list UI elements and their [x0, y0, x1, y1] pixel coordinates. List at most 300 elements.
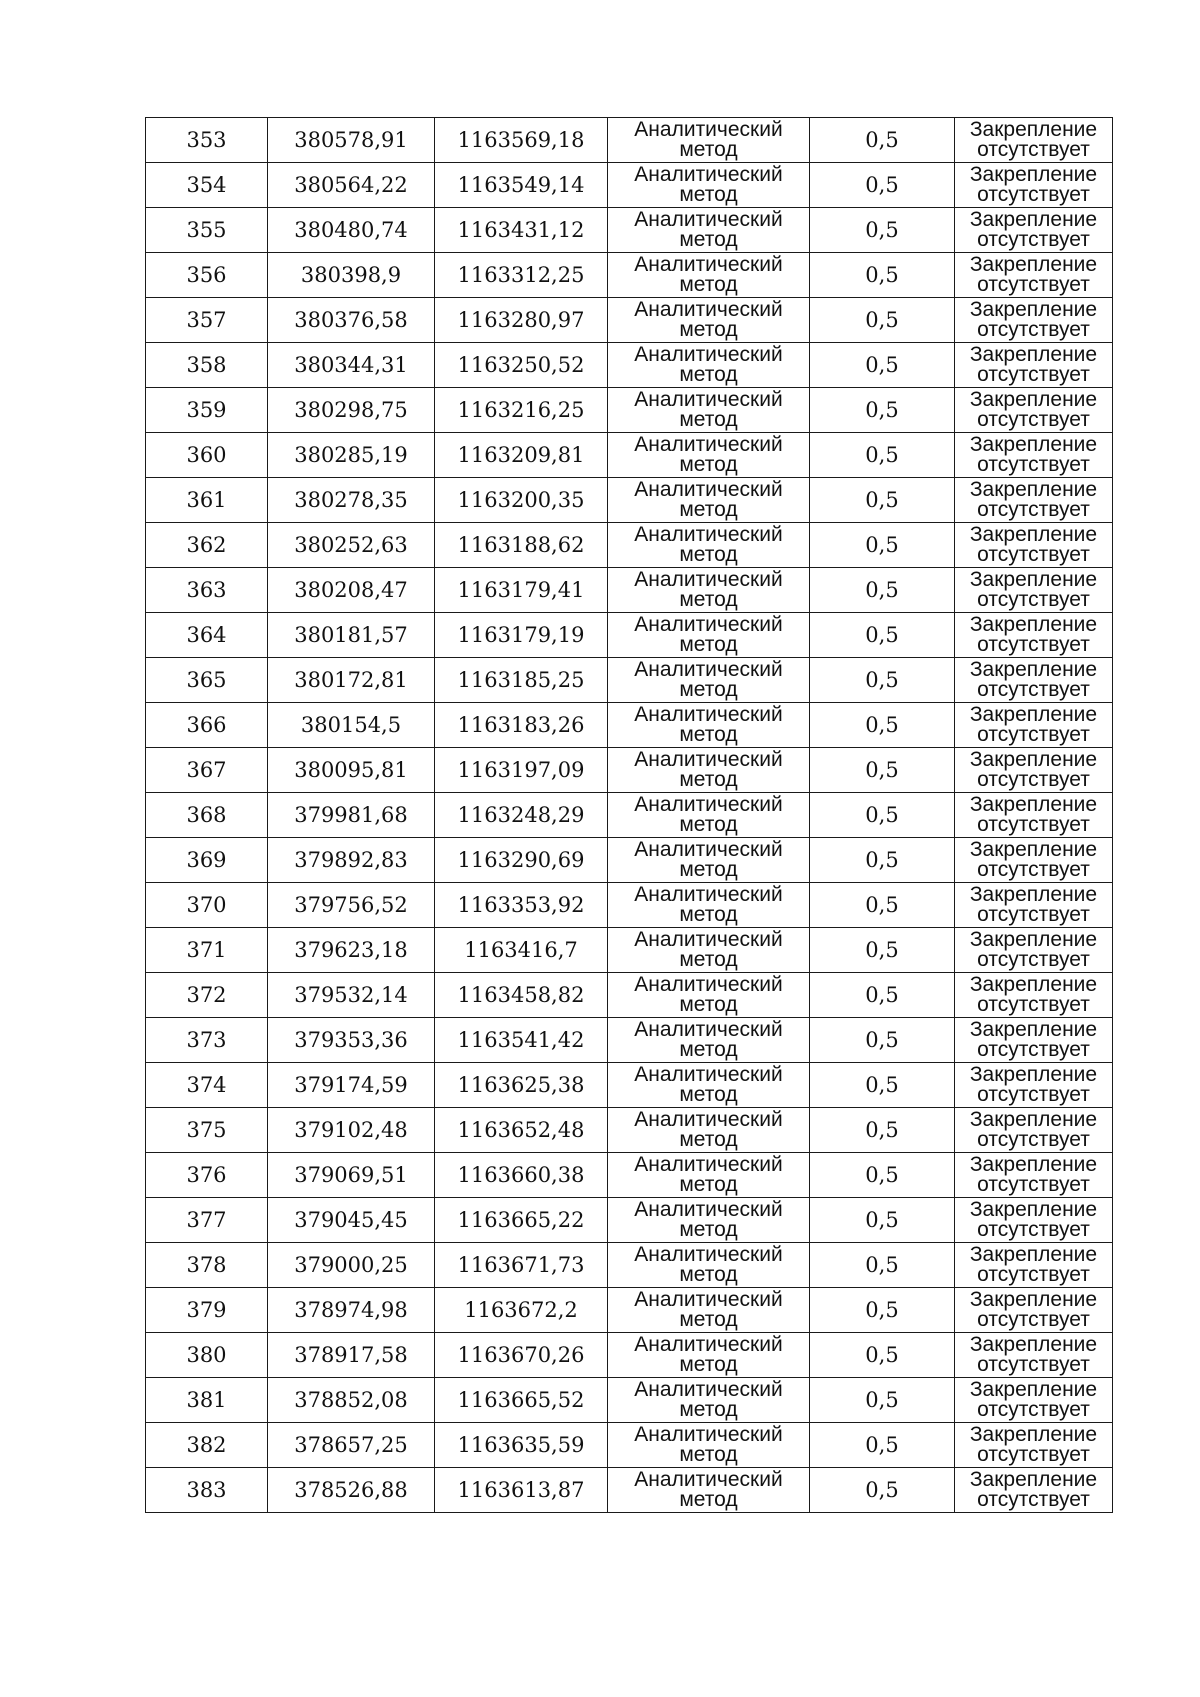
- point-number-cell: 369: [146, 838, 268, 883]
- x-coordinate-cell: 379000,25: [268, 1243, 435, 1288]
- method-cell-line2: метод: [679, 1353, 738, 1376]
- accuracy-cell: 0,5: [810, 433, 955, 478]
- method-cell-line2: метод: [679, 318, 738, 341]
- fixing-cell-line1: Закрепление: [969, 1198, 1098, 1221]
- y-coordinate-cell: 1163290,69: [435, 838, 608, 883]
- point-number-cell: 362: [146, 523, 268, 568]
- table-row: [146, 163, 1113, 208]
- accuracy-cell: 0,5: [810, 1378, 955, 1423]
- x-coordinate-cell: 380252,63: [268, 523, 435, 568]
- method-cell-line1: Аналитический: [634, 433, 783, 456]
- point-number-cell: 361: [146, 478, 268, 523]
- method-cell-line1: Аналитический: [634, 523, 783, 546]
- method-cell: [608, 1378, 810, 1423]
- method-cell-line1: Аналитический: [634, 208, 783, 231]
- fixing-cell-line1: Закрепление: [969, 1333, 1098, 1356]
- fixing-cell-line2: отсутствует: [977, 1173, 1090, 1196]
- accuracy-cell: 0,5: [810, 1153, 955, 1198]
- fixing-cell: [955, 388, 1113, 433]
- method-cell-line1: Аналитический: [634, 1198, 783, 1221]
- fixing-cell-line2: отсутствует: [977, 1308, 1090, 1331]
- y-coordinate-cell: 1163613,87: [435, 1468, 608, 1513]
- method-cell: [608, 1243, 810, 1288]
- method-cell: [608, 343, 810, 388]
- table-row: [146, 568, 1113, 613]
- method-cell: [608, 568, 810, 613]
- fixing-cell-line2: отсутствует: [977, 408, 1090, 431]
- x-coordinate-cell: 379069,51: [268, 1153, 435, 1198]
- point-number-cell: 382: [146, 1423, 268, 1468]
- method-cell-line1: Аналитический: [634, 478, 783, 501]
- fixing-cell: [955, 1108, 1113, 1153]
- accuracy-cell: 0,5: [810, 793, 955, 838]
- table-row: [146, 1018, 1113, 1063]
- method-cell-line2: метод: [679, 498, 738, 521]
- table-row: [146, 1423, 1113, 1468]
- fixing-cell-line1: Закрепление: [969, 523, 1098, 546]
- accuracy-cell: 0,5: [810, 478, 955, 523]
- fixing-cell: [955, 523, 1113, 568]
- y-coordinate-cell: 1163458,82: [435, 973, 608, 1018]
- x-coordinate-cell: 379892,83: [268, 838, 435, 883]
- method-cell-line1: Аналитический: [634, 658, 783, 681]
- method-cell: [608, 1423, 810, 1468]
- table-row: [146, 928, 1113, 973]
- fixing-cell-line1: Закрепление: [969, 478, 1098, 501]
- point-number-cell: 353: [146, 118, 268, 163]
- fixing-cell: [955, 613, 1113, 658]
- method-cell-line1: Аналитический: [634, 793, 783, 816]
- table-row: [146, 703, 1113, 748]
- fixing-cell: [955, 1378, 1113, 1423]
- fixing-cell: [955, 658, 1113, 703]
- method-cell-line2: метод: [679, 138, 738, 161]
- point-number-cell: 378: [146, 1243, 268, 1288]
- table-row: [146, 1378, 1113, 1423]
- accuracy-cell: 0,5: [810, 1333, 955, 1378]
- method-cell: [608, 928, 810, 973]
- y-coordinate-cell: 1163660,38: [435, 1153, 608, 1198]
- method-cell: [608, 478, 810, 523]
- accuracy-cell: 0,5: [810, 253, 955, 298]
- table-row: [146, 208, 1113, 253]
- fixing-cell-line1: Закрепление: [969, 973, 1098, 996]
- fixing-cell-line2: отсутствует: [977, 543, 1090, 566]
- x-coordinate-cell: 380298,75: [268, 388, 435, 433]
- fixing-cell: [955, 838, 1113, 883]
- fixing-cell-line2: отсутствует: [977, 1128, 1090, 1151]
- fixing-cell: [955, 928, 1113, 973]
- fixing-cell-line2: отсутствует: [977, 1443, 1090, 1466]
- fixing-cell-line1: Закрепление: [969, 838, 1098, 861]
- method-cell-line1: Аналитический: [634, 1288, 783, 1311]
- fixing-cell-line1: Закрепление: [969, 793, 1098, 816]
- fixing-cell-line1: Закрепление: [969, 703, 1098, 726]
- y-coordinate-cell: 1163280,97: [435, 298, 608, 343]
- table-row: [146, 118, 1113, 163]
- fixing-cell: [955, 118, 1113, 163]
- method-cell-line2: метод: [679, 633, 738, 656]
- x-coordinate-cell: 380278,35: [268, 478, 435, 523]
- table-row: [146, 523, 1113, 568]
- fixing-cell-line2: отсутствует: [977, 1083, 1090, 1106]
- method-cell-line1: Аналитический: [634, 163, 783, 186]
- y-coordinate-cell: 1163353,92: [435, 883, 608, 928]
- x-coordinate-cell: 380398,9: [268, 253, 435, 298]
- fixing-cell-line2: отсутствует: [977, 678, 1090, 701]
- table-row: [146, 1063, 1113, 1108]
- y-coordinate-cell: 1163431,12: [435, 208, 608, 253]
- x-coordinate-cell: 380344,31: [268, 343, 435, 388]
- accuracy-cell: 0,5: [810, 1198, 955, 1243]
- method-cell: [608, 163, 810, 208]
- accuracy-cell: 0,5: [810, 1063, 955, 1108]
- table-row: [146, 253, 1113, 298]
- method-cell-line1: Аналитический: [634, 1423, 783, 1446]
- fixing-cell-line2: отсутствует: [977, 1488, 1090, 1511]
- method-cell: [608, 1063, 810, 1108]
- method-cell-line2: метод: [679, 453, 738, 476]
- method-cell-line1: Аналитический: [634, 1468, 783, 1491]
- accuracy-cell: 0,5: [810, 973, 955, 1018]
- point-number-cell: 373: [146, 1018, 268, 1063]
- fixing-cell-line1: Закрепление: [969, 568, 1098, 591]
- point-number-cell: 364: [146, 613, 268, 658]
- table-row: [146, 838, 1113, 883]
- fixing-cell-line2: отсутствует: [977, 1038, 1090, 1061]
- method-cell-line2: метод: [679, 1263, 738, 1286]
- x-coordinate-cell: 378974,98: [268, 1288, 435, 1333]
- x-coordinate-cell: 379174,59: [268, 1063, 435, 1108]
- point-number-cell: 359: [146, 388, 268, 433]
- accuracy-cell: 0,5: [810, 1108, 955, 1153]
- accuracy-cell: 0,5: [810, 613, 955, 658]
- fixing-cell-line1: Закрепление: [969, 208, 1098, 231]
- accuracy-cell: 0,5: [810, 658, 955, 703]
- y-coordinate-cell: 1163248,29: [435, 793, 608, 838]
- method-cell: [608, 523, 810, 568]
- accuracy-cell: 0,5: [810, 703, 955, 748]
- method-cell-line2: метод: [679, 1443, 738, 1466]
- point-number-cell: 374: [146, 1063, 268, 1108]
- method-cell-line1: Аналитический: [634, 388, 783, 411]
- fixing-cell-line1: Закрепление: [969, 298, 1098, 321]
- method-cell-line2: метод: [679, 903, 738, 926]
- method-cell: [608, 613, 810, 658]
- accuracy-cell: 0,5: [810, 523, 955, 568]
- y-coordinate-cell: 1163250,52: [435, 343, 608, 388]
- x-coordinate-cell: 378852,08: [268, 1378, 435, 1423]
- table-row: [146, 1333, 1113, 1378]
- method-cell-line1: Аналитический: [634, 1063, 783, 1086]
- fixing-cell-line2: отсутствует: [977, 813, 1090, 836]
- accuracy-cell: 0,5: [810, 343, 955, 388]
- accuracy-cell: 0,5: [810, 1288, 955, 1333]
- point-number-cell: 372: [146, 973, 268, 1018]
- x-coordinate-cell: 379623,18: [268, 928, 435, 973]
- fixing-cell-line2: отсутствует: [977, 498, 1090, 521]
- fixing-cell-line2: отсутствует: [977, 453, 1090, 476]
- x-coordinate-cell: 380376,58: [268, 298, 435, 343]
- method-cell: [608, 208, 810, 253]
- fixing-cell-line1: Закрепление: [969, 1243, 1098, 1266]
- fixing-cell: [955, 883, 1113, 928]
- method-cell: [608, 298, 810, 343]
- accuracy-cell: 0,5: [810, 1423, 955, 1468]
- fixing-cell-line2: отсутствует: [977, 723, 1090, 746]
- point-number-cell: 358: [146, 343, 268, 388]
- method-cell-line2: метод: [679, 363, 738, 386]
- x-coordinate-cell: 379045,45: [268, 1198, 435, 1243]
- point-number-cell: 366: [146, 703, 268, 748]
- method-cell-line1: Аналитический: [634, 703, 783, 726]
- method-cell-line2: метод: [679, 408, 738, 431]
- table-row: [146, 1108, 1113, 1153]
- point-number-cell: 357: [146, 298, 268, 343]
- table-row: [146, 613, 1113, 658]
- y-coordinate-cell: 1163541,42: [435, 1018, 608, 1063]
- x-coordinate-cell: 380564,22: [268, 163, 435, 208]
- fixing-cell: [955, 703, 1113, 748]
- point-number-cell: 376: [146, 1153, 268, 1198]
- method-cell-line2: метод: [679, 678, 738, 701]
- point-number-cell: 377: [146, 1198, 268, 1243]
- method-cell-line1: Аналитический: [634, 253, 783, 276]
- method-cell-line2: метод: [679, 1218, 738, 1241]
- fixing-cell: [955, 298, 1113, 343]
- table-row: [146, 973, 1113, 1018]
- y-coordinate-cell: 1163183,26: [435, 703, 608, 748]
- x-coordinate-cell: 380578,91: [268, 118, 435, 163]
- y-coordinate-cell: 1163672,2: [435, 1288, 608, 1333]
- fixing-cell-line2: отсутствует: [977, 318, 1090, 341]
- fixing-cell-line2: отсутствует: [977, 903, 1090, 926]
- method-cell-line2: метод: [679, 588, 738, 611]
- method-cell: [608, 658, 810, 703]
- fixing-cell-line2: отсутствует: [977, 273, 1090, 296]
- x-coordinate-cell: 378917,58: [268, 1333, 435, 1378]
- fixing-cell: [955, 1198, 1113, 1243]
- method-cell-line2: метод: [679, 183, 738, 206]
- accuracy-cell: 0,5: [810, 208, 955, 253]
- method-cell-line2: метод: [679, 1083, 738, 1106]
- method-cell-line2: метод: [679, 228, 738, 251]
- y-coordinate-cell: 1163216,25: [435, 388, 608, 433]
- method-cell-line1: Аналитический: [634, 118, 783, 141]
- method-cell: [608, 118, 810, 163]
- table-row: [146, 883, 1113, 928]
- point-number-cell: 365: [146, 658, 268, 703]
- method-cell: [608, 973, 810, 1018]
- method-cell-line1: Аналитический: [634, 883, 783, 906]
- method-cell: [608, 433, 810, 478]
- method-cell-line2: метод: [679, 723, 738, 746]
- fixing-cell-line2: отсутствует: [977, 588, 1090, 611]
- accuracy-cell: 0,5: [810, 928, 955, 973]
- method-cell-line1: Аналитический: [634, 1153, 783, 1176]
- table-row: [146, 748, 1113, 793]
- fixing-cell-line1: Закрепление: [969, 1423, 1098, 1446]
- method-cell-line1: Аналитический: [634, 1333, 783, 1356]
- fixing-cell-line2: отсутствует: [977, 1353, 1090, 1376]
- table-row: [146, 388, 1113, 433]
- y-coordinate-cell: 1163665,52: [435, 1378, 608, 1423]
- method-cell-line1: Аналитический: [634, 748, 783, 771]
- fixing-cell-line2: отсутствует: [977, 183, 1090, 206]
- method-cell: [608, 703, 810, 748]
- fixing-cell-line2: отсутствует: [977, 858, 1090, 881]
- accuracy-cell: 0,5: [810, 298, 955, 343]
- y-coordinate-cell: 1163665,22: [435, 1198, 608, 1243]
- fixing-cell-line1: Закрепление: [969, 163, 1098, 186]
- point-number-cell: 381: [146, 1378, 268, 1423]
- y-coordinate-cell: 1163670,26: [435, 1333, 608, 1378]
- fixing-cell-line2: отсутствует: [977, 363, 1090, 386]
- method-cell-line1: Аналитический: [634, 928, 783, 951]
- point-number-cell: 367: [146, 748, 268, 793]
- method-cell: [608, 253, 810, 298]
- coordinates-table-body: [146, 118, 1113, 1513]
- y-coordinate-cell: 1163312,25: [435, 253, 608, 298]
- fixing-cell-line2: отсутствует: [977, 138, 1090, 161]
- method-cell-line2: метод: [679, 768, 738, 791]
- y-coordinate-cell: 1163185,25: [435, 658, 608, 703]
- fixing-cell-line1: Закрепление: [969, 1288, 1098, 1311]
- y-coordinate-cell: 1163569,18: [435, 118, 608, 163]
- x-coordinate-cell: 378657,25: [268, 1423, 435, 1468]
- method-cell-line2: метод: [679, 543, 738, 566]
- point-number-cell: 370: [146, 883, 268, 928]
- x-coordinate-cell: 379756,52: [268, 883, 435, 928]
- method-cell: [608, 748, 810, 793]
- method-cell-line1: Аналитический: [634, 1018, 783, 1041]
- y-coordinate-cell: 1163179,19: [435, 613, 608, 658]
- fixing-cell: [955, 973, 1113, 1018]
- accuracy-cell: 0,5: [810, 1018, 955, 1063]
- y-coordinate-cell: 1163179,41: [435, 568, 608, 613]
- accuracy-cell: 0,5: [810, 883, 955, 928]
- table-row: [146, 793, 1113, 838]
- fixing-cell: [955, 748, 1113, 793]
- fixing-cell-line1: Закрепление: [969, 1468, 1098, 1491]
- y-coordinate-cell: 1163197,09: [435, 748, 608, 793]
- table-row: [146, 1153, 1113, 1198]
- table-row: [146, 1198, 1113, 1243]
- x-coordinate-cell: 379981,68: [268, 793, 435, 838]
- accuracy-cell: 0,5: [810, 388, 955, 433]
- fixing-cell-line2: отсутствует: [977, 948, 1090, 971]
- point-number-cell: 375: [146, 1108, 268, 1153]
- method-cell: [608, 1018, 810, 1063]
- method-cell: [608, 1333, 810, 1378]
- fixing-cell: [955, 1333, 1113, 1378]
- accuracy-cell: 0,5: [810, 163, 955, 208]
- fixing-cell: [955, 793, 1113, 838]
- accuracy-cell: 0,5: [810, 748, 955, 793]
- x-coordinate-cell: 380208,47: [268, 568, 435, 613]
- method-cell-line2: метод: [679, 1398, 738, 1421]
- y-coordinate-cell: 1163416,7: [435, 928, 608, 973]
- method-cell-line2: метод: [679, 1488, 738, 1511]
- x-coordinate-cell: 380181,57: [268, 613, 435, 658]
- fixing-cell: [955, 1063, 1113, 1108]
- x-coordinate-cell: 380480,74: [268, 208, 435, 253]
- method-cell-line1: Аналитический: [634, 343, 783, 366]
- point-number-cell: 356: [146, 253, 268, 298]
- accuracy-cell: 0,5: [810, 1243, 955, 1288]
- fixing-cell-line1: Закрепление: [969, 1108, 1098, 1131]
- x-coordinate-cell: 378526,88: [268, 1468, 435, 1513]
- fixing-cell: [955, 1243, 1113, 1288]
- fixing-cell-line2: отсутствует: [977, 768, 1090, 791]
- x-coordinate-cell: 380154,5: [268, 703, 435, 748]
- y-coordinate-cell: 1163188,62: [435, 523, 608, 568]
- method-cell-line2: метод: [679, 1173, 738, 1196]
- y-coordinate-cell: 1163625,38: [435, 1063, 608, 1108]
- y-coordinate-cell: 1163652,48: [435, 1108, 608, 1153]
- fixing-cell-line2: отсутствует: [977, 1398, 1090, 1421]
- fixing-cell-line1: Закрепление: [969, 1063, 1098, 1086]
- x-coordinate-cell: 379353,36: [268, 1018, 435, 1063]
- point-number-cell: 380: [146, 1333, 268, 1378]
- method-cell: [608, 838, 810, 883]
- point-number-cell: 371: [146, 928, 268, 973]
- fixing-cell-line2: отсутствует: [977, 633, 1090, 656]
- y-coordinate-cell: 1163671,73: [435, 1243, 608, 1288]
- fixing-cell-line1: Закрепление: [969, 118, 1098, 141]
- fixing-cell-line1: Закрепление: [969, 613, 1098, 636]
- x-coordinate-cell: 380285,19: [268, 433, 435, 478]
- method-cell-line2: метод: [679, 993, 738, 1016]
- fixing-cell-line1: Закрепление: [969, 658, 1098, 681]
- fixing-cell-line1: Закрепление: [969, 433, 1098, 456]
- x-coordinate-cell: 380095,81: [268, 748, 435, 793]
- method-cell-line1: Аналитический: [634, 298, 783, 321]
- fixing-cell-line2: отсутствует: [977, 1263, 1090, 1286]
- fixing-cell: [955, 163, 1113, 208]
- y-coordinate-cell: 1163635,59: [435, 1423, 608, 1468]
- fixing-cell: [955, 478, 1113, 523]
- method-cell: [608, 793, 810, 838]
- method-cell-line2: метод: [679, 858, 738, 881]
- fixing-cell: [955, 208, 1113, 253]
- method-cell-line2: метод: [679, 813, 738, 836]
- method-cell: [608, 1288, 810, 1333]
- point-number-cell: 368: [146, 793, 268, 838]
- method-cell-line1: Аналитический: [634, 613, 783, 636]
- method-cell: [608, 388, 810, 433]
- fixing-cell-line1: Закрепление: [969, 1018, 1098, 1041]
- fixing-cell: [955, 1423, 1113, 1468]
- method-cell-line1: Аналитический: [634, 1108, 783, 1131]
- fixing-cell: [955, 253, 1113, 298]
- point-number-cell: 379: [146, 1288, 268, 1333]
- table-row: [146, 1288, 1113, 1333]
- method-cell-line1: Аналитический: [634, 568, 783, 591]
- x-coordinate-cell: 380172,81: [268, 658, 435, 703]
- table-row: [146, 433, 1113, 478]
- fixing-cell: [955, 1153, 1113, 1198]
- table-row: [146, 658, 1113, 703]
- method-cell-line2: метод: [679, 1038, 738, 1061]
- point-number-cell: 383: [146, 1468, 268, 1513]
- method-cell-line1: Аналитический: [634, 973, 783, 996]
- fixing-cell-line1: Закрепление: [969, 388, 1098, 411]
- method-cell-line2: метод: [679, 1128, 738, 1151]
- method-cell: [608, 1198, 810, 1243]
- point-number-cell: 360: [146, 433, 268, 478]
- fixing-cell: [955, 568, 1113, 613]
